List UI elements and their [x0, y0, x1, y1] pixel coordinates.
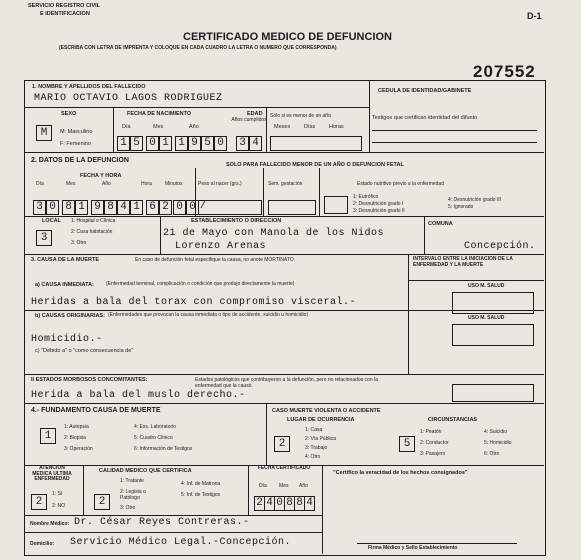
org-line-2: E IDENTIFICACION	[40, 11, 90, 17]
estado-opt1: 1: Eutrófico	[353, 194, 379, 200]
circ-opt3: 3: Pasajero	[420, 451, 446, 457]
comuna-label: COMUNA	[428, 221, 453, 227]
menor-dias: Días	[304, 124, 316, 130]
peso-slash: /	[200, 201, 207, 212]
fundamento-value[interactable]: 1	[40, 428, 56, 444]
local-opt2: 2: Casa habitación	[71, 229, 113, 235]
death-digit[interactable]: 9	[91, 200, 104, 215]
death-digit[interactable]: 1	[130, 200, 143, 215]
lugar-label: LUGAR DE OCURRENCIA	[287, 417, 355, 423]
nombre-label: Nombre Médico:	[30, 521, 70, 527]
death-digit[interactable]: 2	[159, 200, 172, 215]
s2-label: 2. DATOS DE LA DEFUNCION	[31, 157, 129, 164]
menor-boxes[interactable]	[270, 136, 362, 151]
local-opt1: 1: Hospital o Clínica	[71, 218, 116, 224]
atencion-value[interactable]: 2	[31, 494, 47, 510]
cause-b-note: (Enfermedades que provocan la causa inmediata o tipo de accidente, suicidio u homicidio)	[108, 312, 309, 318]
birth-digit[interactable]: 1	[175, 136, 188, 151]
age-digit[interactable]: 4	[249, 136, 262, 151]
uso-salud-1: USO M. SALUD	[468, 283, 505, 289]
death-digit[interactable]: 8	[62, 200, 75, 215]
cause-b-value[interactable]: Homicidio.-	[31, 334, 103, 345]
org-line-1: SERVICIO REGISTRO CIVIL	[28, 3, 101, 9]
ii-note: Estados patológicos que contribuyeron a la defunción, pero no relacionados con la enfermedad que la causó.	[195, 377, 378, 389]
circ-opt6: 6: Otro	[484, 451, 500, 457]
calidad-opt5: 5: Inf. de Testigos	[181, 492, 221, 498]
cedula-label: CEDULA DE IDENTIDAD/GABINETE	[378, 88, 472, 94]
circ-opt1: 1: Peatón	[420, 429, 442, 435]
death-digit[interactable]: 0	[186, 200, 199, 215]
fund-opt3: 3: Operación	[64, 446, 93, 452]
birth-digit[interactable]: 5	[201, 136, 214, 151]
sexo-label: SEXO	[61, 111, 77, 117]
fund-opt1: 1: Autopsia	[64, 424, 89, 430]
calidad-opt1: 1: Tratante	[120, 478, 144, 484]
cert-digit[interactable]: 4	[264, 496, 275, 511]
uso-salud-box-3[interactable]	[452, 384, 534, 402]
ii-label: II ESTADOS MORBOSOS CONCOMITANTES:	[31, 377, 148, 383]
certifico-text: "Certifico la veracidad de los hechos consignados"	[333, 470, 468, 476]
menor-meses: Meses	[274, 124, 291, 130]
lugar-value[interactable]: 2	[274, 436, 290, 452]
lugar-opt3: 3: Trabajo	[305, 445, 328, 451]
fetal-label: SOLO PARA FALLECIDO MENOR DE UN AÑO O DEFUNCION FETAL	[226, 162, 404, 168]
address-line-1[interactable]: 21 de Mayo con Manola de los Nidos	[163, 228, 385, 239]
firma-label: Firma Médico y Sello Establecimiento	[368, 545, 458, 551]
death-ano: Año	[102, 181, 111, 187]
estab-label: ESTABLECIMIENTO O DIRECCION	[191, 218, 282, 224]
cert-dia: Día	[259, 483, 267, 489]
address-line-2[interactable]: Lorenzo Arenas	[175, 241, 267, 252]
form-code: D-1	[527, 11, 542, 21]
fund-opt5: 5: Cuadro Clínico	[134, 435, 173, 441]
testigos-label: Testigos que certifican identidad del difunto	[372, 115, 478, 121]
local-opt3: 3: Otro	[71, 240, 87, 246]
death-digit[interactable]: 8	[104, 200, 117, 215]
cert-digit[interactable]: 2	[254, 496, 265, 511]
serial-number: 207552	[473, 62, 536, 81]
circ-opt2: 2: Conductor	[420, 440, 449, 446]
atencion-opt1: 1: SI	[52, 491, 63, 497]
death-minutos: Minutos	[165, 181, 183, 187]
uso-salud-2: USO M. SALUD	[468, 315, 505, 321]
death-digit[interactable]: 6	[146, 200, 159, 215]
fecha-cert-label: FECHA CERTIFICADO	[257, 465, 311, 471]
ii-value[interactable]: Herida a bala del muslo derecho.-	[31, 390, 246, 401]
gestacion-label: Sem. gestación	[268, 181, 303, 187]
cause-a-label: a) CAUSA INMEDIATA:	[35, 282, 94, 288]
peso-box[interactable]	[198, 200, 262, 215]
calidad-label: CALIDAD MEDICO QUE CERTIFICA	[99, 468, 192, 474]
cause-b-label: b) CAUSAS ORIGINARIAS:	[35, 313, 105, 319]
birth-digit[interactable]: 5	[130, 136, 143, 151]
death-hora: Hora	[141, 181, 152, 187]
circ-opt5: 5: Homicidio	[484, 440, 512, 446]
uso-salud-box-2[interactable]	[452, 324, 534, 346]
sexo-opt-m: M: Masculino	[60, 129, 93, 135]
fnac-dia: Día	[122, 124, 131, 130]
sexo-value[interactable]: M	[36, 125, 52, 141]
calidad-opt2: 2: Legista o Patólogo	[120, 489, 146, 501]
birth-digit[interactable]: 9	[188, 136, 201, 151]
cert-digit[interactable]: 0	[274, 496, 285, 511]
cert-digit[interactable]: 8	[284, 496, 295, 511]
circ-opt4: 4: Suicidio	[484, 429, 508, 435]
deceased-name[interactable]: MARIO OCTAVIO LAGOS RODRIGUEZ	[34, 93, 223, 104]
calidad-value[interactable]: 2	[94, 494, 110, 510]
cert-ano: Año	[299, 483, 308, 489]
calidad-opt4: 4: Inf. de Matrona	[181, 481, 221, 487]
s3-label: 3. CAUSA DE LA MUERTE	[31, 257, 100, 263]
estado-label: Estado nutritivo previo a la enfermedad	[357, 181, 444, 187]
cert-digit[interactable]: 4	[304, 496, 315, 511]
gestacion-box[interactable]	[268, 200, 316, 215]
s1-label: 1. NOMBRE Y APELLIDOS DEL FALLECIDO	[32, 84, 146, 90]
fnac-mes: Mes	[153, 124, 164, 130]
menor-label: Sólo si es menor de un año	[270, 113, 331, 119]
lugar-opt4: 4: Otro	[305, 454, 321, 460]
death-digit[interactable]: 1	[75, 200, 88, 215]
estado-opt4: 4: Desnutrición grado III	[448, 197, 502, 203]
cert-mes: Mes	[279, 483, 289, 489]
birth-digit[interactable]: 0	[214, 136, 227, 151]
fund-opt6: 6: Información de Testigos	[134, 446, 193, 452]
calidad-opt3: 3: Otro	[120, 505, 136, 511]
local-label: LOCAL	[42, 218, 61, 224]
estado-opt5: 5: Ignorado	[448, 204, 474, 210]
menor-horas: Horas	[329, 124, 344, 130]
peso-label: Peso al nacer (grs.)	[198, 181, 242, 187]
lugar-opt1: 1: Casa	[305, 427, 323, 433]
s4-label: 4.- FUNDAMENTO CAUSA DE MUERTE	[31, 407, 161, 414]
cause-a-note: (Enfermedad terminal, complicación o condición que produjo directamente la muerte)	[106, 281, 295, 287]
s3-note: En caso de defunción fetal especifique la causa, no anote MORTINATO.	[135, 257, 296, 263]
cert-digit[interactable]: 8	[294, 496, 305, 511]
age-digit[interactable]: 3	[236, 136, 249, 151]
fecha-hora: FECHA Y HORA	[80, 173, 122, 179]
cause-c-label: c) "Debido a" o "como consecuencia de"	[35, 348, 134, 354]
cause-a-value[interactable]: Heridas a bala del torax con compromiso visceral.-	[31, 297, 357, 308]
atencion-label: ATENCION MEDICA ULTIMA ENFERMEDAD	[32, 465, 72, 482]
birth-digit[interactable]: 1	[159, 136, 172, 151]
instructions: (ESCRIBA CON LETRA DE IMPRENTA Y COLOQUE EN CADA CUADRO LA LETRA O NUMERO QUE CORRESPONDA)	[59, 45, 337, 51]
death-dia: Día	[36, 181, 44, 187]
domicilio-label: Domicilio:	[30, 541, 55, 547]
death-digit[interactable]: 0	[173, 200, 186, 215]
domicilio-value[interactable]: Servicio Médico Legal.-Concepción.	[70, 537, 292, 548]
nombre-value[interactable]: Dr. César Reyes Contreras.-	[74, 517, 250, 528]
death-digit[interactable]: 0	[46, 200, 59, 215]
death-mes: Mes	[66, 181, 76, 187]
intervalo-label: INTERVALO ENTRE LA INICIACION DE LA ENFERMEDAD Y LA MUERTE	[413, 256, 513, 268]
estado-box[interactable]	[324, 196, 348, 214]
page-title: CERTIFICADO MEDICO DE DEFUNCION	[183, 31, 392, 43]
edad-label: EDAD	[247, 111, 263, 117]
circ-label: CIRCUNSTANCIAS	[428, 417, 478, 423]
edad-sub: Años cumplidos	[231, 117, 267, 123]
estado-opt3: 3: Desnutrición grado II	[353, 208, 405, 214]
fund-opt4: 4: Exs. Laboratorio	[134, 424, 176, 430]
birth-digit[interactable]: 0	[146, 136, 159, 151]
estado-opt2: 2: Desnutrición grado I	[353, 201, 404, 207]
lugar-opt2: 2: Vía Pública	[305, 436, 336, 442]
death-digit[interactable]: 3	[33, 200, 46, 215]
circ-value[interactable]: 5	[399, 436, 415, 452]
death-digit[interactable]: 4	[117, 200, 130, 215]
local-value[interactable]: 3	[36, 230, 52, 246]
fnac-label: FECHA DE NACIMIENTO	[127, 111, 192, 117]
violenta-label: CASO MUERTE VIOLENTA O ACCIDENTE	[272, 408, 381, 414]
birth-digit[interactable]: 1	[117, 136, 130, 151]
fund-opt2: 2: Biopsia	[64, 435, 86, 441]
sexo-opt-f: F: Femenino	[60, 141, 91, 147]
atencion-opt2: 2: NO	[52, 503, 66, 509]
fnac-ano: Año	[189, 124, 199, 130]
comuna-value[interactable]: Concepción.	[464, 241, 536, 252]
